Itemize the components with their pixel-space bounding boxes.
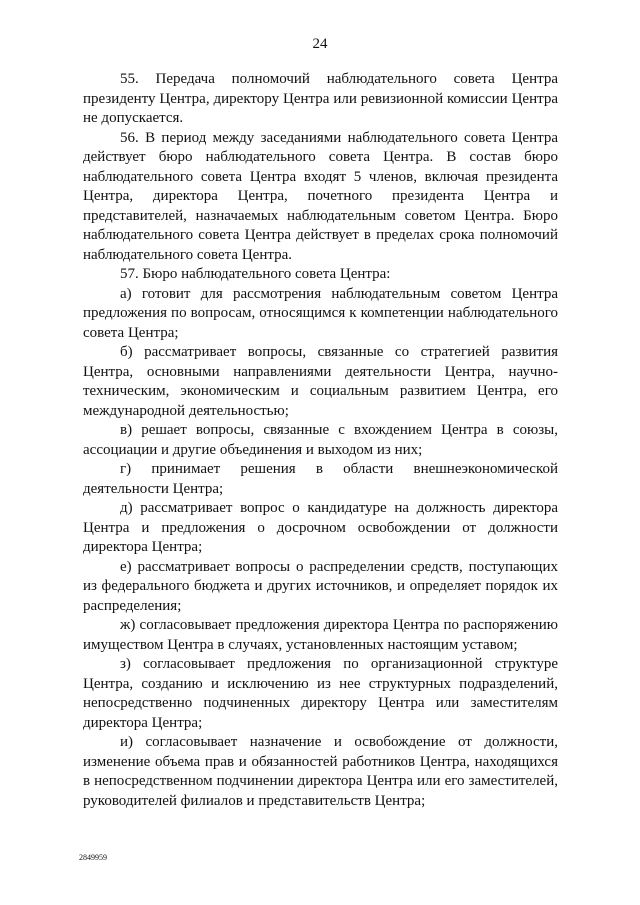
page-number: 24: [312, 36, 328, 52]
list-item-v: в) решает вопросы, связанные с вхождением Центра в союзы, ассоциации и другие объединения и выходом из них;: [83, 422, 558, 458]
list-item-e: е) рассматривает вопросы о распределении средств, поступающих из федерального бюджета и других источников, и определяет порядок их распределения;: [83, 558, 558, 614]
list-item-a: а) готовит для рассмотрения наблюдательным советом Центра предложения по вопросам, относящимся к компетенции наблюдательного совета Центра;: [83, 285, 558, 341]
list-item-i: и) согласовывает назначение и освобождение от должности, изменение объема прав и обязанностей работников Центра, находящихся в непосредственном подчинении директора Центра или его заместителей, руководителей филиалов и представительств Центра;: [83, 734, 558, 809]
list-item-b: б) рассматривает вопросы, связанные со стратегией развития Центра, основными направлениями деятельности Центра, научно-техническим, экономическим и социальным развитием Центра, его международной деятельностью;: [83, 344, 558, 419]
paragraph-57: 57. Бюро наблюдательного совета Центра:: [120, 266, 391, 282]
paragraph-56: 56. В период между заседаниями наблюдательного совета Центра действует бюро наблюдательного совета Центра. В состав бюро наблюдательного совета Центра входят 5 членов, включая президента Центра, директора Центра, почетного президента Центра и представителей, назначаемых наблюдательным советом Центра. Бюро наблюдательного совета Центра действует в пределах срока полномочий наблюдательного совета Центра.: [83, 129, 558, 263]
list-item-zh: ж) согласовывает предложения директора Центра по распоряжению имуществом Центра в случаях, установленных настоящим уставом;: [83, 617, 558, 653]
list-item-z: з) согласовывает предложения по организационной структуре Центра, созданию и исключению из нее структурных подразделений, непосредственно подчиненных директору Центра или заместителям директора Центра;: [83, 656, 558, 731]
document-body: [83, 70, 558, 811]
list-item-d: д) рассматривает вопрос о кандидатуре на должность директора Центра и предложения о досрочном освобождении от должности директора Центра;: [83, 500, 558, 555]
document-code: 2849959: [79, 853, 107, 862]
list-item-g: г) принимает решения в области внешнеэкономической деятельности Центра;: [83, 461, 558, 497]
paragraph-55: 55. Передача полномочий наблюдательного совета Центра президенту Центра, директору Центра или ревизионной комиссии Центра не допускается.: [83, 71, 558, 126]
